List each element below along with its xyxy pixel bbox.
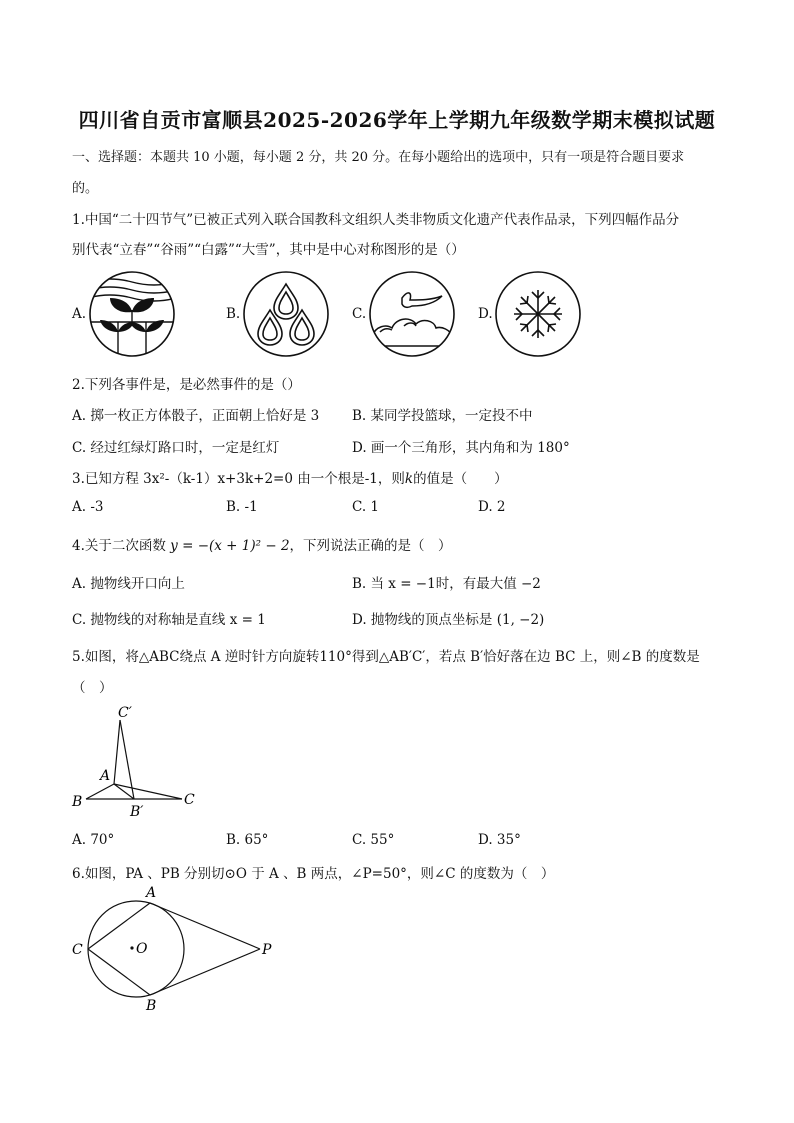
q5-label-c: C — [184, 792, 195, 808]
q2-option-c: C. 经过红绿灯路口时，一定是红灯 — [72, 440, 280, 456]
q6-label-c: C — [72, 942, 83, 958]
q5-triangle-figure — [66, 700, 206, 830]
q6-stem: 6.如图，PA 、PB 分别切⊙O 于 A 、B 两点，∠P=50°，则∠C 的度数为（ ） — [72, 866, 555, 882]
spring-sprout-icon — [88, 270, 176, 358]
q1-option-b-label: B. — [226, 306, 241, 322]
q4-option-c: C. 抛物线的对称轴是直线 x = 1 — [72, 612, 266, 628]
q4-option-b: B. 当 x = −1时，有最大值 −2 — [352, 576, 541, 592]
q2-option-b: B. 某同学投篮球，一定投不中 — [352, 408, 533, 424]
q5-label-b: B — [72, 794, 83, 810]
q6-label-a: A — [146, 885, 157, 901]
q6-label-b: B — [146, 998, 157, 1014]
snowflake-icon — [494, 270, 582, 358]
q2-option-d: D. 画一个三角形，其内角和为 180° — [352, 440, 570, 456]
q3-option-b: B. -1 — [226, 499, 258, 515]
q5-option-d: D. 35° — [478, 832, 521, 848]
q2-stem: 2.下列各事件是，是必然事件的是（） — [72, 377, 301, 393]
q5-label-c-prime: C′ — [118, 705, 132, 721]
q3-stem — [72, 467, 508, 487]
q1-stem-line2: 别代表“立春”“谷雨”“白露”“大雪”，其中是中心对称图形的是（） — [72, 242, 465, 258]
q6-label-o: O — [136, 941, 148, 957]
q4-stem-part2: ，下列说法正确的是（ ） — [289, 538, 452, 554]
q4-option-a: A. 抛物线开口向上 — [72, 576, 185, 592]
q5-option-c: C. 55° — [352, 832, 395, 848]
q5-option-b: B. 65° — [226, 832, 269, 848]
q3-option-c: C. 1 — [352, 499, 380, 515]
q4-stem — [72, 534, 452, 554]
q4-option-d: D. 抛物线的顶点坐标是 (1, −2) — [352, 612, 545, 628]
q5-option-a: A. 70° — [72, 832, 115, 848]
q6-label-p: P — [262, 942, 272, 958]
section-instructions-line2: 的。 — [72, 181, 99, 196]
q4-formula: y = −(x + 1)² − 2 — [170, 538, 290, 554]
q1-option-c-label: C. — [352, 306, 367, 322]
page-title: 四川省自贡市富顺县2025-2026学年上学期九年级数学期末模拟试题 — [78, 108, 716, 132]
q3-option-a: A. -3 — [72, 499, 104, 515]
rain-drops-icon — [242, 270, 330, 358]
q1-stem-line1: 1.中国“二十四节气”已被正式列入联合国教科文组织人类非物质文化遗产代表作品录，下列四幅作品分 — [72, 212, 680, 228]
q6-circle-tangent-figure — [66, 884, 286, 1014]
bird-cloud-icon — [368, 270, 456, 358]
q5-stem-line2: （ ） — [72, 680, 113, 696]
q1-option-a-label: A. — [72, 306, 87, 322]
q5-stem-line1: 5.如图，将△ABC绕点 A 逆时针方向旋转110°得到△AB′C′，若点 B′恰好落在边 BC 上，则∠B 的度数是 — [72, 649, 700, 665]
q5-label-a: A — [100, 768, 111, 784]
q4-stem-part1: 4.关于二次函数 — [72, 538, 171, 554]
q3-stem-variable: k — [404, 471, 414, 487]
q3-option-d: D. 2 — [478, 499, 506, 515]
section-instructions-line1: 一、选择题：本题共 10 小题，每小题 2 分，共 20 分。在每小题给出的选项中，只有一项是符合题目要求 — [72, 150, 685, 165]
q1-option-d-label: D. — [478, 306, 493, 322]
q2-option-a: A. 掷一枚正方体骰子，正面朝上恰好是 3 — [72, 408, 320, 424]
q3-stem-part2: 的值是（ ） — [413, 471, 508, 487]
q5-label-b-prime: B′ — [130, 804, 144, 820]
q3-stem-part1: 3.已知方程 3x²-（k-1）x+3k+2=0 由一个根是-1，则 — [72, 471, 405, 487]
